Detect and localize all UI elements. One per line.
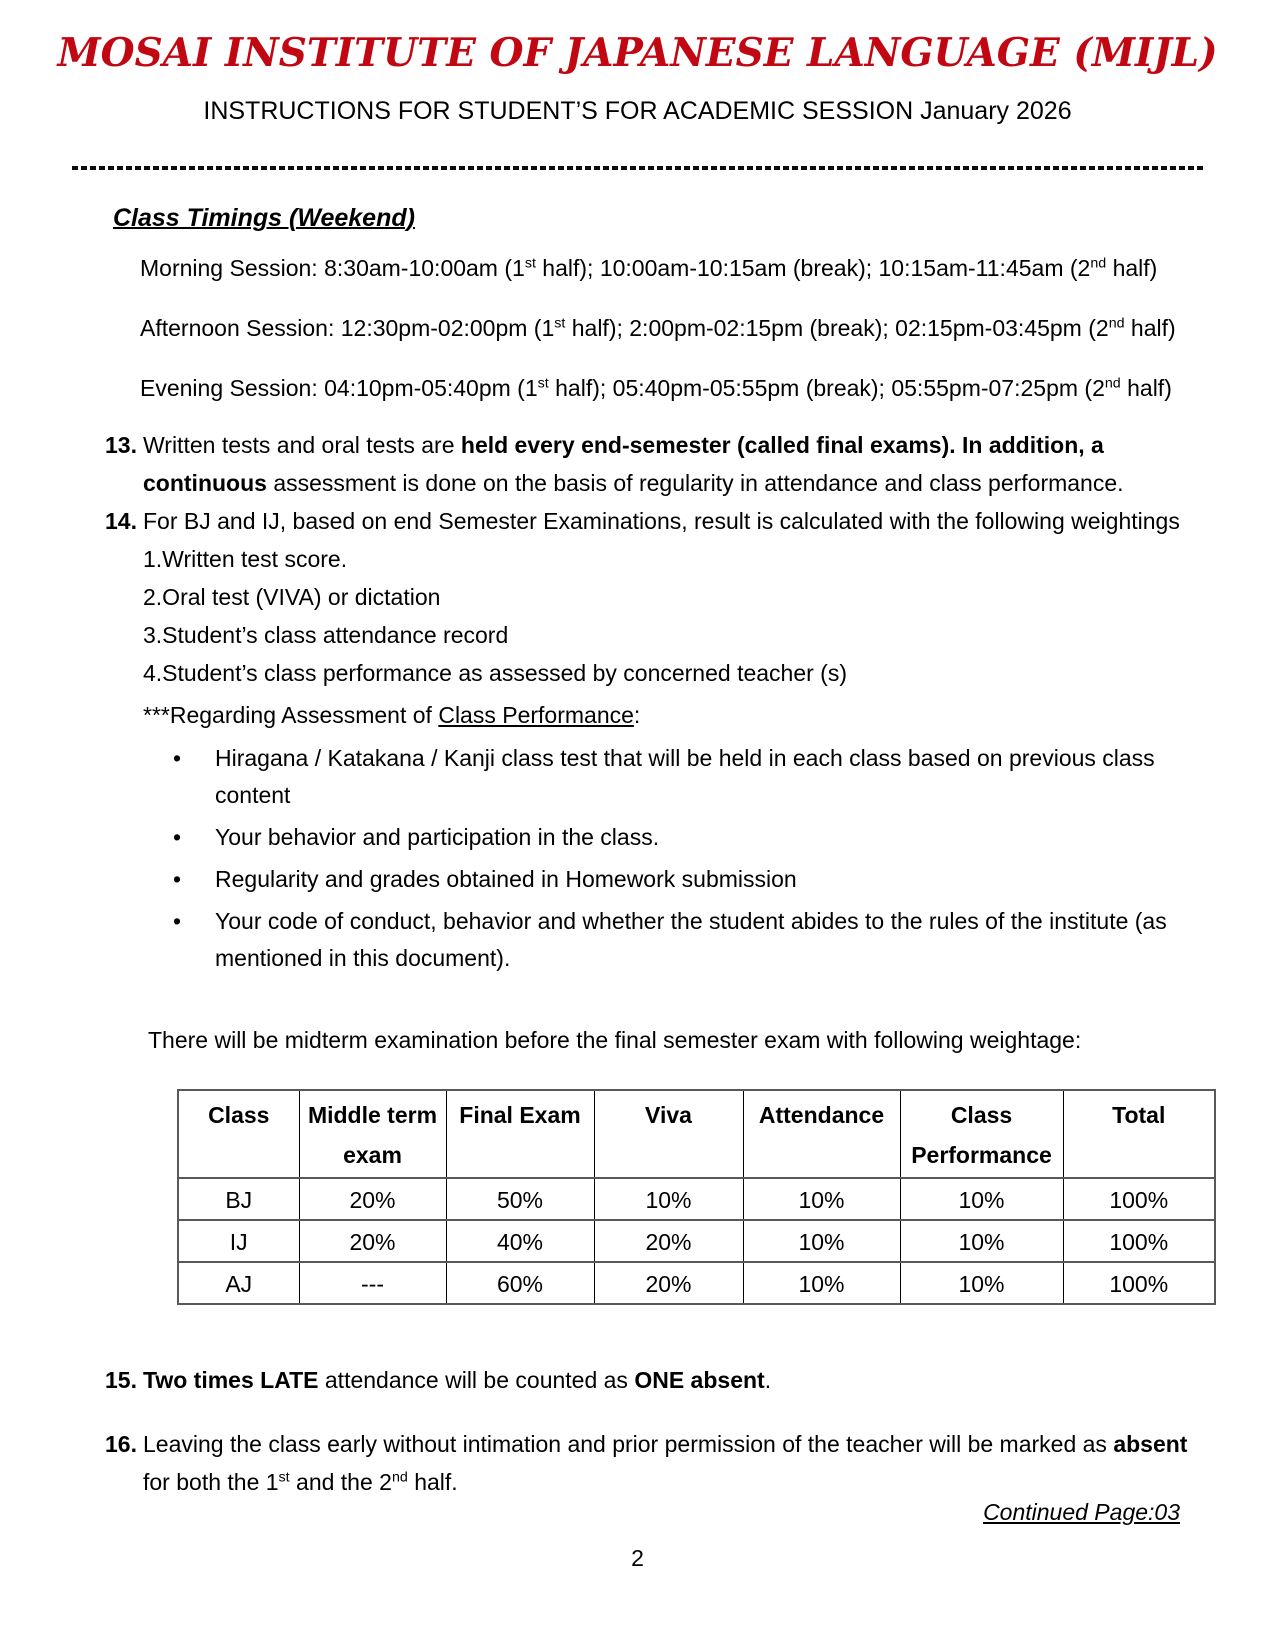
- text-segment: st: [278, 1469, 290, 1486]
- item-number: 15.: [105, 1367, 137, 1393]
- table-cell: 10%: [594, 1178, 743, 1220]
- page-number: 2: [631, 1545, 644, 1571]
- morning-session-line: [140, 254, 1235, 282]
- table-cell: 20%: [299, 1220, 446, 1262]
- table-header-cell: Attendance: [743, 1090, 900, 1178]
- table-cell: ---: [299, 1262, 446, 1304]
- weighting-sublist: [143, 540, 1180, 692]
- text-segment: half.: [407, 1469, 458, 1495]
- text-line: 1.Written test score.: [143, 546, 348, 572]
- table-cell: 60%: [446, 1262, 594, 1304]
- text-segment: half); 05:40pm-05:55pm (break); 05:55pm-07:25pm (2: [548, 375, 1105, 401]
- text-segment: ONE absent: [634, 1367, 765, 1393]
- table-cell: AJ: [178, 1262, 299, 1304]
- table-cell: 10%: [743, 1178, 900, 1220]
- table-header-cell: Final Exam: [446, 1090, 594, 1178]
- table-header-cell: Middle term exam: [299, 1090, 446, 1178]
- item-text: [143, 426, 1180, 502]
- midterm-note: There will be midterm examination before the final semester exam with following weightage:: [148, 1027, 1082, 1053]
- text-segment: for both the 1: [143, 1469, 279, 1495]
- text-line: content: [215, 782, 291, 808]
- class-timings-heading: Class Timings (Weekend): [113, 204, 415, 232]
- regarding-note: [143, 696, 1180, 734]
- text-line: [143, 426, 1180, 464]
- text-segment: nd: [1104, 375, 1121, 392]
- text-line: Your code of conduct, behavior and whether the student abides to the rules of the institute (as: [215, 908, 1167, 934]
- text-line: [143, 464, 1180, 502]
- table-cell: 10%: [900, 1220, 1063, 1262]
- item-number: 13.: [105, 432, 137, 458]
- text-segment: Evening Session: 04:10pm-05:40pm (1: [140, 375, 538, 401]
- text-segment: absent: [1113, 1431, 1188, 1457]
- table-header-cell: Total: [1063, 1090, 1215, 1178]
- table-header-row: [178, 1090, 1215, 1178]
- table-cell: 10%: [743, 1220, 900, 1262]
- table-cell: 20%: [594, 1262, 743, 1304]
- text-segment: Leaving the class early without intimation and prior permission of the teacher will be marked as: [143, 1431, 1114, 1457]
- text-segment: half): [1120, 375, 1172, 401]
- text-segment: assessment is done on the basis of regularity in attendance and class performance.: [266, 470, 1124, 496]
- table-header-cell: Class Performance: [900, 1090, 1063, 1178]
- text-line: Your behavior and participation in the class.: [215, 824, 660, 850]
- text-segment: continuous: [143, 470, 267, 496]
- instruction-item-16: [105, 1425, 1188, 1501]
- bullet-item: [173, 861, 1180, 898]
- text-line: [143, 1463, 1180, 1501]
- text-line: 4.Student’s class performance as assessed by concerned teacher (s): [143, 660, 847, 686]
- table-cell: IJ: [178, 1220, 299, 1262]
- text-segment: Afternoon Session: 12:30pm-02:00pm (1: [140, 315, 555, 341]
- institute-title: MOSAI INSTITUTE OF JAPANESE LANGUAGE (MIJL): [57, 30, 1218, 76]
- text-segment: held every end-semester (called final exams). In addition, a: [460, 432, 1104, 458]
- text-segment: attendance will be counted as: [318, 1367, 635, 1393]
- text-segment: Morning Session: 8:30am-10:00am (1: [140, 255, 525, 281]
- item-text: [143, 1425, 1188, 1501]
- weightage-table-body: [178, 1178, 1215, 1304]
- text-segment: ***Regarding Assessment of: [143, 702, 439, 728]
- text-segment: st: [537, 375, 549, 392]
- text-segment: :: [633, 702, 641, 728]
- text-segment: Written tests and oral tests are: [143, 432, 461, 458]
- table-cell: 20%: [299, 1178, 446, 1220]
- bullet-icon: •: [173, 745, 182, 771]
- table-row: [178, 1178, 1215, 1220]
- text-segment: st: [524, 255, 536, 272]
- bullet-item: [173, 740, 1180, 814]
- bullet-icon: •: [173, 866, 182, 892]
- text-segment: half); 10:00am-10:15am (break); 10:15am-11:45am (2: [535, 255, 1091, 281]
- text-segment: half): [1106, 255, 1158, 281]
- text-segment: st: [554, 315, 566, 332]
- table-cell: 50%: [446, 1178, 594, 1220]
- table-cell: 100%: [1063, 1220, 1215, 1262]
- table-header-cell: Class: [178, 1090, 299, 1178]
- table-header-cell: Viva: [594, 1090, 743, 1178]
- bullet-text: [215, 819, 1180, 856]
- text-segment: half); 2:00pm-02:15pm (break); 02:15pm-03:45pm (2: [565, 315, 1109, 341]
- afternoon-session-line: [140, 314, 1235, 342]
- document-subtitle: INSTRUCTIONS FOR STUDENT’S FOR ACADEMIC SESSION January 2026: [203, 97, 1072, 125]
- table-cell: 100%: [1063, 1262, 1215, 1304]
- text-segment: nd: [1108, 315, 1125, 332]
- table-cell: 10%: [743, 1262, 900, 1304]
- bullet-item: [173, 819, 1180, 856]
- text-line: 3.Student’s class attendance record: [143, 622, 509, 648]
- table-cell: 100%: [1063, 1178, 1215, 1220]
- bullet-text: [215, 740, 1180, 814]
- bullet-text: [215, 903, 1180, 977]
- table-cell: 10%: [900, 1178, 1063, 1220]
- dashed-divider: [72, 166, 1205, 170]
- text-segment: nd: [391, 1469, 408, 1486]
- item-number: 16.: [105, 1431, 137, 1457]
- class-performance-bullets: [173, 740, 1180, 977]
- bullet-icon: •: [173, 908, 182, 934]
- instruction-item-14: [105, 502, 1180, 977]
- instruction-item-15: [105, 1361, 1180, 1399]
- evening-session-line: [140, 374, 1235, 402]
- text-line: [143, 1425, 1188, 1463]
- table-cell: 20%: [594, 1220, 743, 1262]
- text-segment: half): [1124, 315, 1176, 341]
- text-line: mentioned in this document).: [215, 945, 511, 971]
- instruction-item-13: [105, 426, 1180, 502]
- bullet-text: [215, 861, 1180, 898]
- text-line: Hiragana / Katakana / Kanji class test that will be held in each class based on previous class: [215, 745, 1155, 771]
- table-cell: BJ: [178, 1178, 299, 1220]
- table-row: [178, 1262, 1215, 1304]
- weightage-table: [177, 1089, 1216, 1305]
- continued-page-note: Continued Page:03: [983, 1499, 1180, 1525]
- table-cell: 40%: [446, 1220, 594, 1262]
- text-segment: nd: [1090, 255, 1107, 272]
- text-line: Regularity and grades obtained in Homework submission: [215, 866, 797, 892]
- text-line: 2.Oral test (VIVA) or dictation: [143, 584, 441, 610]
- item-text: For BJ and IJ, based on end Semester Examinations, result is calculated with the following weightings: [143, 508, 1180, 534]
- table-cell: 10%: [900, 1262, 1063, 1304]
- bullet-icon: •: [173, 824, 182, 850]
- text-segment: Two times LATE: [143, 1367, 319, 1393]
- item-text: [143, 1361, 1180, 1399]
- text-segment: .: [764, 1367, 772, 1393]
- bullet-item: [173, 903, 1180, 977]
- table-row: [178, 1220, 1215, 1262]
- text-segment: Class Performance: [438, 702, 634, 728]
- text-segment: and the 2: [289, 1469, 392, 1495]
- item-number: 14.: [105, 508, 137, 534]
- weightage-table-head: [178, 1090, 1215, 1178]
